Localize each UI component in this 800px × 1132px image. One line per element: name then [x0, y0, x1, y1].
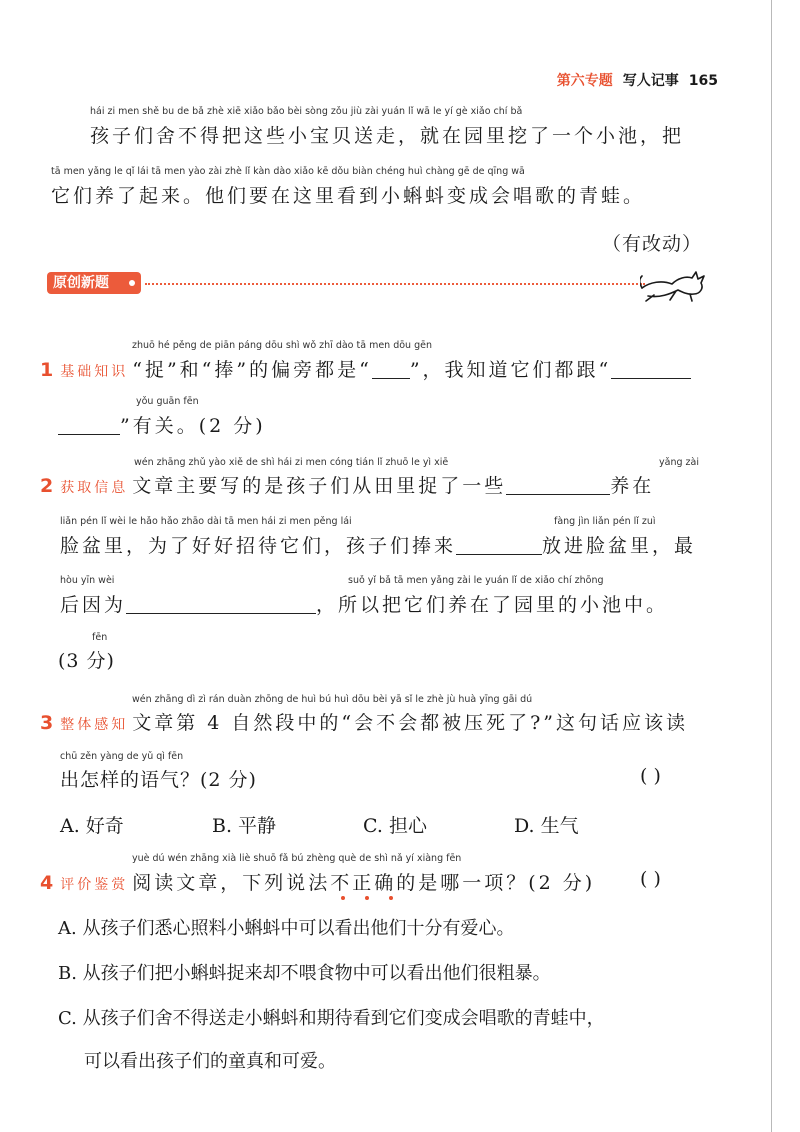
banner-dot [129, 280, 135, 286]
q4-option-c[interactable]: C. 从孩子们舍不得送走小蝌蚪和期待看到它们变成会唱歌的青蛙中， [58, 1008, 605, 1029]
q4-answer-paren[interactable]: ( ) [640, 868, 661, 890]
q1-line2 [58, 411, 266, 438]
q2-text-1b: 养在 [610, 475, 655, 497]
q2-tag: 获取信息 [60, 480, 129, 496]
q2-line3 [60, 590, 668, 617]
q2-blank-2[interactable] [456, 554, 542, 555]
header-topic: 第六专题 [556, 73, 613, 89]
section-banner [47, 272, 141, 294]
q3-number: 3 [40, 712, 57, 734]
q4-option-b[interactable]: B. 从孩子们把小蝌蚪捉来却不喂食物中可以看出他们很粗暴。 [58, 963, 551, 984]
q2-line1 [40, 471, 654, 498]
cat-icon [640, 268, 710, 304]
q4-option-a[interactable]: A. 从孩子们悉心照料小蝌蚪中可以看出他们十分有爱心。 [58, 918, 515, 939]
q3-text-2: 出怎样的语气？(2 分) [60, 769, 257, 791]
q1-text-2: ”有关。(2 分) [120, 415, 266, 437]
q2-pinyin-1: wén zhāng zhǔ yào xiě de shì hái zi men cóng tián lǐ zhuō le yì xiē [134, 457, 449, 468]
q2-text-3b: ，所以把它们养在了园里的小池中。 [316, 594, 669, 616]
q3-pinyin-2: chū zěn yàng de yǔ qì fēn [60, 751, 184, 762]
q4-pinyin-1: yuè dú wén zhāng xià liè shuō fǎ bú zhèng què de shì nǎ yí xiàng fēn [132, 853, 462, 864]
q2-text-1a: 文章主要写的是孩子们从田里捉了一些 [132, 475, 507, 497]
q1-blank-2a[interactable] [611, 378, 691, 379]
passage-line2-pinyin: tā men yǎng le qǐ lái tā men yào zài zhè lǐ kàn dào xiǎo kē dǒu biàn chéng huì chàng gē de qīng wā [51, 166, 525, 177]
q3-tag: 整体感知 [60, 717, 129, 733]
q2-pinyin-4: fēn [92, 632, 108, 643]
q1-text-1a: “捉”和“捧”的偏旁都是“ [132, 359, 372, 381]
q2-pinyin-3: hòu yīn wèi [60, 575, 115, 586]
q2-pinyin-1b: yǎng zài [659, 457, 699, 468]
q1-blank-1[interactable] [372, 378, 410, 379]
q3-pinyin-1: wén zhāng dì zì rán duàn zhōng de huì bú huì dōu bèi yā sǐ le zhè jù huà yīng gāi dú [132, 694, 533, 705]
page-edge [771, 0, 772, 1132]
page-header [557, 70, 718, 90]
emphasis-dot [365, 896, 369, 900]
q2-number: 2 [40, 475, 57, 497]
q4-line1 [40, 868, 595, 895]
page-number: 165 [688, 73, 718, 89]
q4-option-c-cont: 可以看出孩子们的童真和可爱。 [84, 1051, 336, 1072]
q1-pinyin-2: yǒu guān fēn [136, 396, 199, 407]
q2-blank-1[interactable] [506, 494, 610, 495]
q1-pinyin-1: zhuō hé pěng de piān páng dōu shì wǒ zhī dào tā men dōu gēn [132, 340, 432, 351]
q3-option-b[interactable]: B. 平静 [212, 815, 277, 837]
q1-text-1b: ”，我知道它们都跟“ [409, 359, 612, 381]
passage-line1: 孩子们舍不得把这些小宝贝送走，就在园里挖了一个小池，把 [90, 125, 685, 147]
q1-tag: 基础知识 [60, 364, 129, 380]
q4-tag: 评价鉴赏 [60, 877, 129, 893]
emphasis-dot [389, 896, 393, 900]
source-note: （有改动） [602, 233, 703, 255]
header-unit: 写人记事 [622, 73, 679, 89]
q4-text-1: 阅读文章，下列说法不正确的是哪一项？(2 分) [132, 872, 596, 894]
section-divider [145, 283, 645, 285]
q3-option-a[interactable]: A. 好奇 [60, 815, 124, 837]
q1-number: 1 [40, 359, 57, 381]
q3-option-c[interactable]: C. 担心 [363, 815, 427, 837]
q3-line1 [40, 708, 688, 735]
q2-blank-3[interactable] [126, 613, 316, 614]
q2-score: (3 分) [58, 650, 115, 672]
section-title: 原创新题 [53, 275, 109, 291]
q3-answer-paren[interactable]: ( ) [640, 765, 661, 787]
q3-text-1: 文章第 4 自然段中的“会不会都被压死了?”这句话应该读 [132, 712, 689, 734]
q2-text-2b: 放进脸盆里，最 [542, 535, 697, 557]
q2-pinyin-3b: suǒ yǐ bǎ tā men yǎng zài le yuán lǐ de xiǎo chí zhōng [348, 575, 604, 586]
passage-line1-pinyin: hái zi men shě bu de bǎ zhè xiē xiǎo bǎo bèi sòng zǒu jiù zài yuán lǐ wā le yí gè xiǎo chí bǎ [90, 106, 523, 117]
passage-line2: 它们养了起来。他们要在这里看到小蝌蚪变成会唱歌的青蛙。 [51, 185, 646, 207]
q2-pinyin-2b: fàng jìn liǎn pén lǐ zuì [554, 516, 656, 527]
q2-text-3a: 后因为 [60, 594, 127, 616]
q3-option-d[interactable]: D. 生气 [514, 815, 579, 837]
q1-line1 [40, 355, 691, 382]
emphasis-dot [341, 896, 345, 900]
q4-number: 4 [40, 872, 57, 894]
q2-line2 [60, 531, 696, 558]
q1-blank-2b[interactable] [58, 434, 120, 435]
q2-text-2a: 脸盆里，为了好好招待它们，孩子们捧来 [60, 535, 457, 557]
q2-pinyin-2: liǎn pén lǐ wèi le hǎo hǎo zhāo dài tā men hái zi men pěng lái [60, 516, 352, 527]
